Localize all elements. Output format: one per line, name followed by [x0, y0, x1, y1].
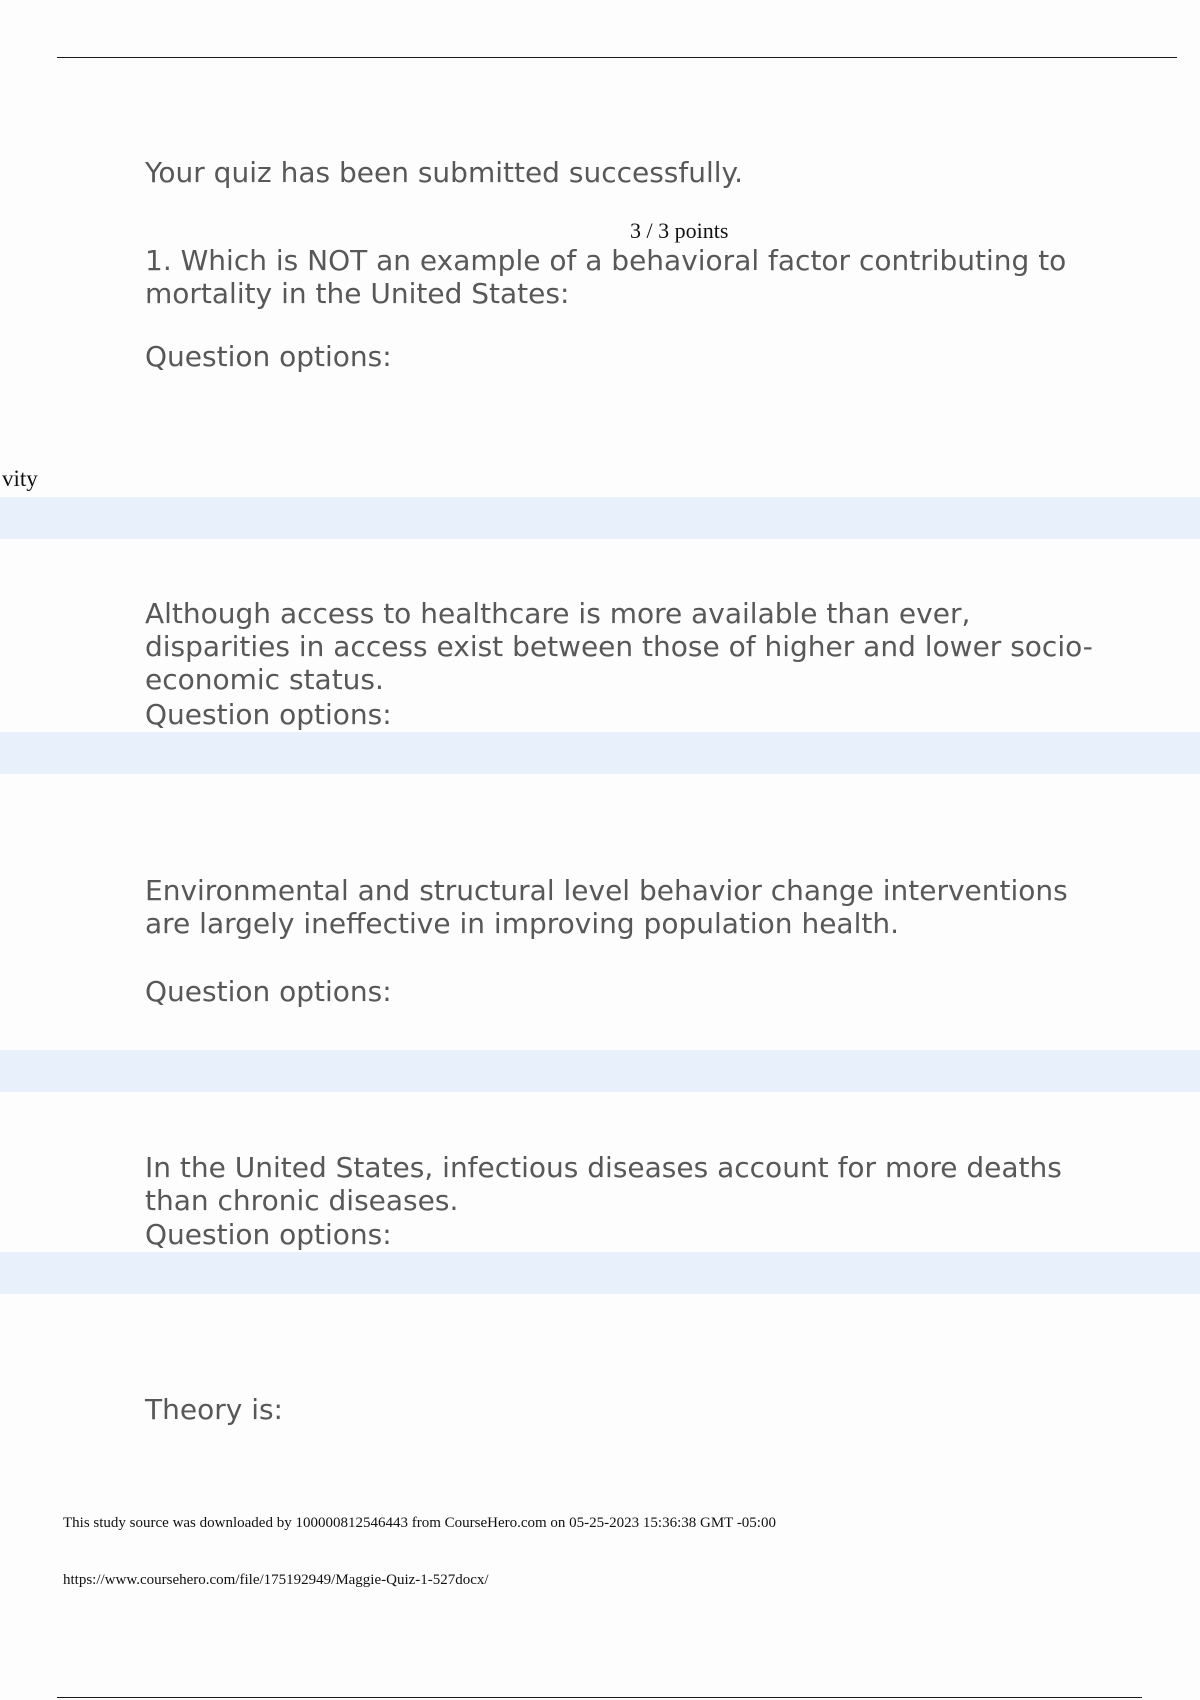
- answer-band: [0, 1050, 1200, 1092]
- answer-band: [0, 497, 1200, 539]
- submitted-message: Your quiz has been submitted successfully.: [145, 156, 744, 189]
- question-2-text: Although access to healthcare is more available than ever, disparities in access exist between those of higher and lower socio-economic status.: [145, 597, 1093, 696]
- answer-band: [0, 732, 1200, 774]
- source-url[interactable]: https://www.coursehero.com/file/175192949/Maggie-Quiz-1-527docx/: [63, 1572, 489, 1588]
- question-4-options-label: Question options:: [145, 1218, 392, 1251]
- question-4-text: In the United States, infectious diseases account for more deaths than chronic diseases.: [145, 1151, 1062, 1217]
- top-rule: [57, 57, 1177, 58]
- answer-band: [0, 1252, 1200, 1294]
- download-notice: This study source was downloaded by 100000812546443 from CourseHero.com on 05-25-2023 15:36:38 GMT -05:00: [63, 1515, 776, 1531]
- question-2-options-label: Question options:: [145, 698, 392, 731]
- cut-off-option-text: vity: [2, 466, 38, 491]
- question-3-options-label: Question options:: [145, 975, 392, 1008]
- question-1-text: 1. Which is NOT an example of a behavioral factor contributing to mortality in the United States:: [145, 244, 1067, 310]
- question-1-options-label: Question options:: [145, 340, 392, 373]
- question-5-text: Theory is:: [145, 1393, 283, 1426]
- bottom-rule: [57, 1697, 1142, 1698]
- question-1-points: 3 / 3 points: [630, 218, 729, 243]
- question-3-text: Environmental and structural level behavior change interventions are largely ineffective in improving population health.: [145, 874, 1068, 940]
